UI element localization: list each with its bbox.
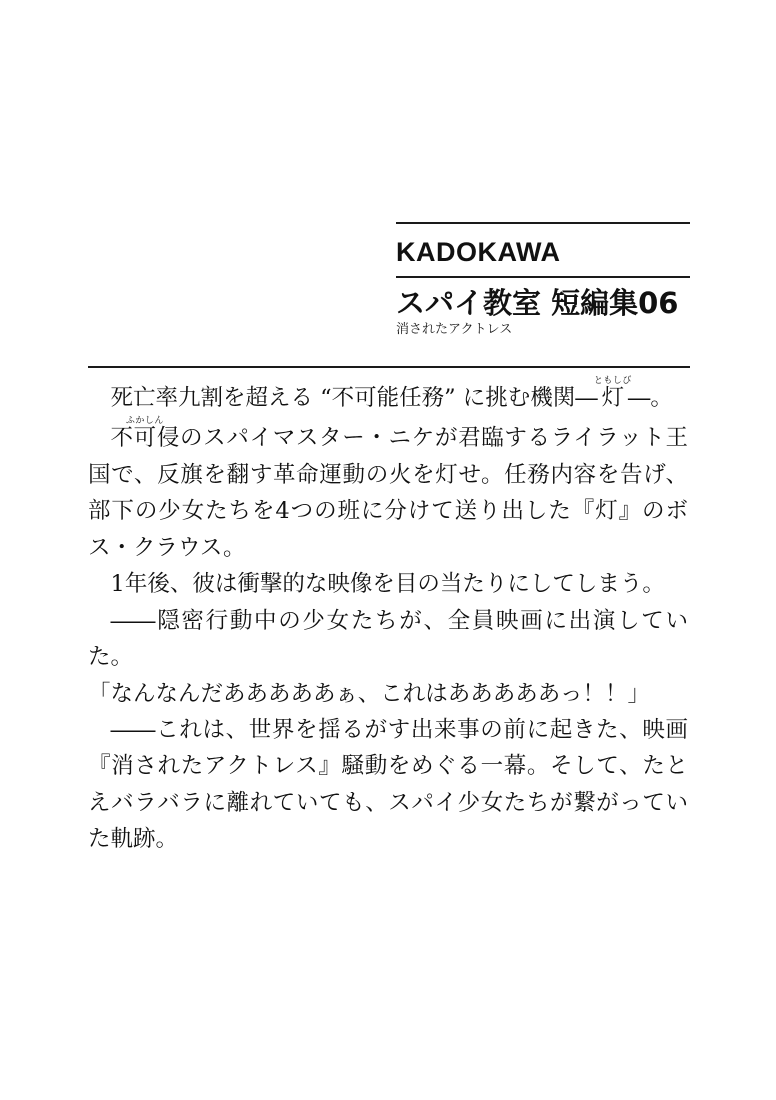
ruby-base-fukashin: 不可侵 — [110, 425, 181, 452]
blurb-paragraph-1 — [88, 376, 688, 416]
blurb-paragraph-3: 1年後、彼は衝撃的な映像を目の当たりにしてしまう。 — [110, 571, 665, 598]
blurb-line1-part-a: 死亡率九割を超える “不可能任務” に挑む機関― — [110, 385, 598, 411]
blurb-paragraph-5: 「なんなんだあああああぁ、これはあああああっ！！」 — [88, 680, 651, 707]
blurb-line2-rest: のスパイマスター・ニケが君臨するライラット王国で、反旗を翻す革命運動の火を灯せ。任務内容を告げ、部下の少女たちを4つの班に分けて送り出した『灯』のボス・クラウス。 — [88, 425, 688, 561]
blurb-paragraph-6: ――これは、世界を揺るがす出来事の前に起きた、映画『消されたアクトレス』騒動をめぐる一幕。そして、たとえバラバラに離れていても、スパイ少女たちが繋がっていた軌跡。 — [88, 716, 688, 853]
blurb-ruby-fukashin — [110, 416, 181, 452]
blurb-text — [88, 376, 688, 858]
blurb-divider-rule — [88, 366, 690, 368]
blurb-paragraph-4: ――隠密行動中の少女たちが、全員映画に出演していた。 — [88, 607, 688, 671]
masthead — [396, 222, 690, 344]
ruby-text-tomoshibi: ともしび — [593, 376, 632, 386]
blurb-paragraph-2 — [88, 416, 688, 566]
book-subtitle: 消されたアクトレス — [396, 322, 513, 338]
blurb-line1-part-b: ―。 — [627, 385, 673, 411]
publisher-logo: KADOKAWA — [396, 237, 561, 267]
blurb-ruby-tomoshibi — [593, 376, 632, 411]
series-title: スパイ教室 短編集06 — [396, 286, 679, 321]
ruby-base-tomoshibi: 灯 — [593, 385, 632, 411]
ruby-text-fukashin: ふかしん — [110, 416, 180, 427]
